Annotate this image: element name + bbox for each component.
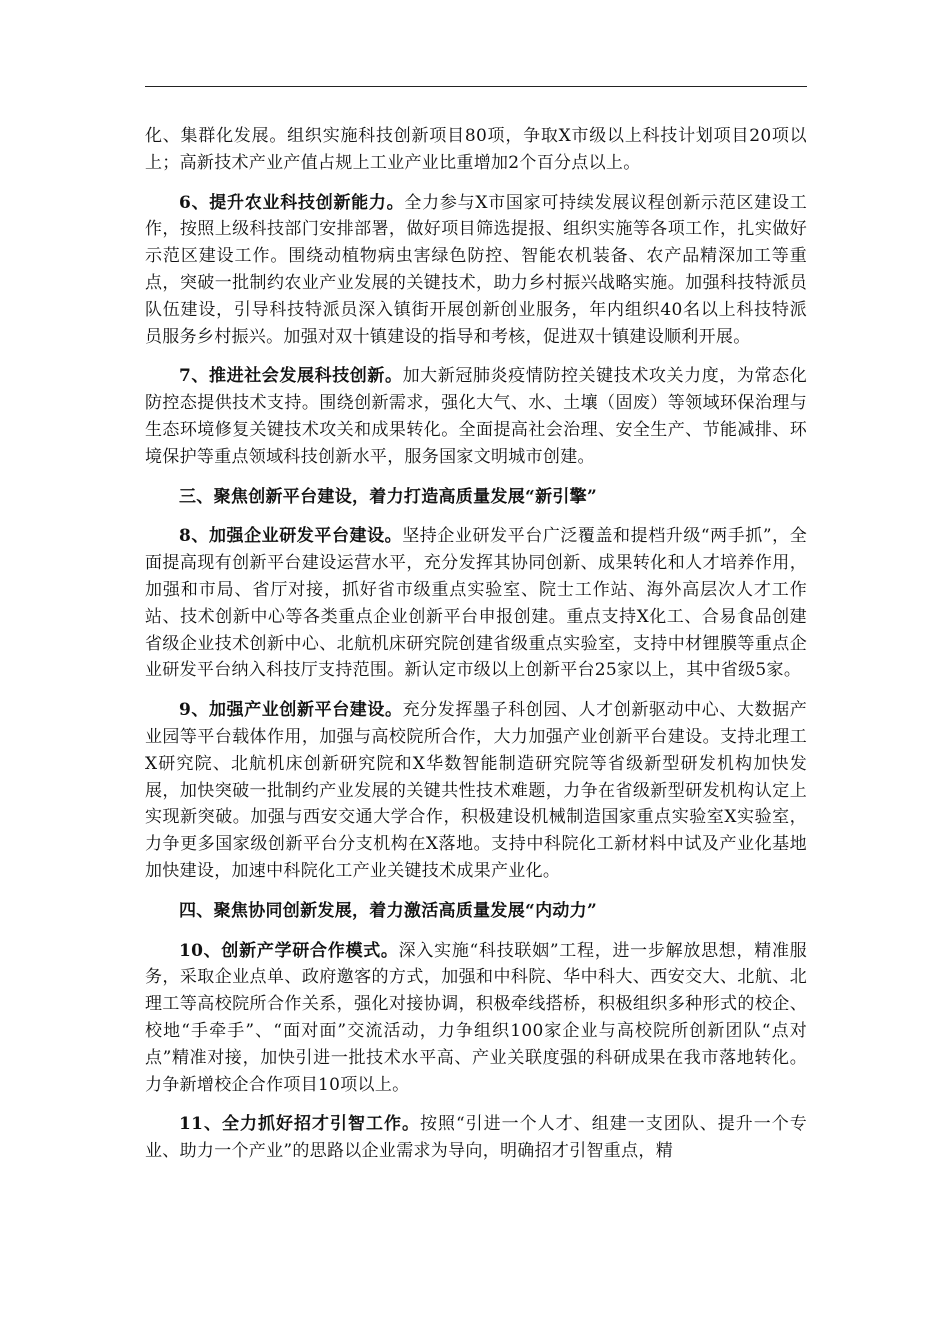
paragraph-text: 深入实施“科技联姻”工程，进一步解放思想，精准服务，采取企业点单、政府邀客的方式，加强和中科院、华中科大、西安交大、北航、北理工等高校院所合作关系，强化对接协调，积极牵线搭桥，积极组织多种形式的校企、校地“手牵手”、“面对面”交流活动，力争组织100家企业与高校院所创新团队“点对点”精准对接，加快引进一批技术水平高、产业关联度强的科研成果在我市落地转化。力争新增校企合作项目10项以上。	[145, 940, 807, 1095]
paragraph-item-10	[145, 938, 807, 1099]
header-rule	[145, 86, 807, 87]
paragraph-lead: 8、加强企业研发平台建设。	[179, 526, 403, 547]
paragraph-item-6	[145, 190, 807, 351]
paragraph-item-11	[145, 1111, 807, 1165]
paragraph-lead: 7、推进社会发展科技创新。	[179, 366, 403, 387]
paragraph-text: 按照“引进一个人才、组建一支团队、提升一个专业、助力一个产业”的思路以企业需求为导向，明确招才引智重点，精	[145, 1114, 808, 1162]
paragraph-lead: 10、创新产学研合作模式。	[179, 940, 399, 961]
paragraph-item-8	[145, 523, 807, 684]
paragraph-lead: 9、加强产业创新平台建设。	[179, 700, 403, 721]
paragraph-item-7	[145, 363, 807, 470]
paragraph-text: 全力参与X市国家可持续发展议程创新示范区建设工作，按照上级科技部门安排部署，做好项目筛选提报、组织实施等各项工作，扎实做好示范区建设工作。围绕动植物病虫害绿色防控、智能农机装备、农产品精深加工等重点，突破一批制约农业产业发展的关键技术，助力乡村振兴战略实施。加强科技特派员队伍建设，引导科技特派员深入镇街开展创新创业服务，年内组织40名以上科技特派员服务乡村振兴。加强对双十镇建设的指导和考核，促进双十镇建设顺利开展。	[145, 192, 807, 347]
paragraph-lead: 6、提升农业科技创新能力。	[179, 192, 405, 213]
paragraph-item-9	[145, 697, 807, 885]
section-heading-4: 四、聚焦协同创新发展，着力激活高质量发展“内动力”	[179, 900, 598, 921]
paragraph-text: 化、集群化发展。组织实施科技创新项目80项，争取X市级以上科技计划项目20项以上；高新技术产业产值占规上工业产业比重增加2个百分点以上。	[145, 126, 807, 173]
section-heading-3: 三、聚焦创新平台建设，着力打造高质量发展“新引擎”	[179, 486, 598, 507]
paragraph-lead: 11、全力抓好招才引智工作。	[179, 1114, 420, 1135]
document-body	[145, 123, 807, 1178]
paragraph-text: 坚持企业研发平台广泛覆盖和提档升级“两手抓”，全面提高现有创新平台建设运营水平，充分发挥其协同创新、成果转化和人才培养作用，加强和市局、省厅对接，抓好省市级重点实验室、院士工作站、海外高层次人才工作站、技术创新中心等各类重点企业创新平台申报创建。重点支持X化工、合易食品创建省级企业技术创新中心、北航机床研究院创建省级重点实验室，支持中材锂膜等重点企业研发平台纳入科技厅支持范围。新认定市级以上创新平台25家以上，其中省级5家。	[145, 526, 807, 681]
paragraph-text: 充分发挥墨子科创园、人才创新驱动中心、大数据产业园等平台载体作用，加强与高校院所合作，大力加强产业创新平台建设。支持北理工X研究院、北航机床创新研究院和X华数智能制造研究院等省级新型研发机构加快发展，加快突破一批制约产业发展的关键共性技术难题，力争在省级新型研发机构认定上实现新突破。加强与西安交通大学合作，积极建设机械制造国家重点实验室X实验室，力争更多国家级创新平台分支机构在X落地。支持中科院化工新材料中试及产业化基地加快建设，加速中科院化工产业关键技术成果产业化。	[145, 700, 807, 881]
paragraph-text: 加大新冠肺炎疫情防控关键技术攻关力度，为常态化防控态提供技术支持。围绕创新需求，强化大气、水、土壤（固废）等领域环保治理与生态环境修复关键技术攻关和成果转化。全面提高社会治理、安全生产、节能减排、环境保护等重点领域科技创新水平，服务国家文明城市创建。	[145, 366, 807, 467]
paragraph-continuation	[145, 123, 807, 177]
